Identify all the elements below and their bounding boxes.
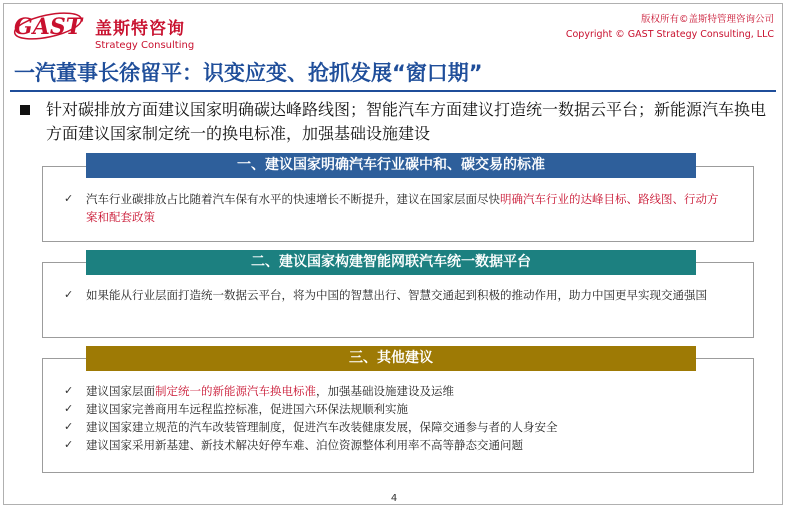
item-text-after: ，加强基础设施建设及运维 [316, 384, 454, 398]
item-highlight: 明确汽车行业的达峰目标、路线图、行动方案和配套政策 [86, 192, 719, 224]
section-2-items [64, 286, 724, 304]
item-text: 建议国家层面 [86, 384, 155, 398]
section-1-items [64, 190, 724, 226]
item-text: 建议国家采用新基建、新技术解决好停车难、泊位资源整体利用率不高等静态交通问题 [86, 438, 523, 452]
section-2-heading: 二、建议国家构建智能网联汽车统一数据平台 [86, 250, 696, 275]
section-1-heading: 一、建议国家明确汽车行业碳中和、碳交易的标准 [86, 153, 696, 178]
item-text: 建议国家完善商用车远程监控标准，促进国六环保法规顺利实施 [86, 402, 408, 416]
list-item [64, 382, 724, 400]
check-icon: ✓ [64, 420, 74, 433]
list-item [64, 190, 724, 226]
summary-text: 针对碳排放方面建议国家明确碳达峰路线图；智能汽车方面建议打造统一数据云平台；新能源汽车换电方面建议国家制定统一的换电标准，加强基础设施建设 [46, 100, 767, 143]
list-item [64, 418, 724, 436]
check-icon: ✓ [64, 384, 74, 397]
item-highlight: 制定统一的新能源汽车换电标准 [155, 384, 316, 398]
item-text: 汽车行业碳排放占比随着汽车保有水平的快速增长不断提升，建议在国家层面尽快 [86, 192, 500, 206]
check-icon: ✓ [64, 438, 74, 451]
page-title: 一汽董事长徐留平：识变应变、抢抓发展“窗口期” [14, 61, 483, 85]
list-item [64, 400, 724, 418]
check-icon: ✓ [64, 402, 74, 415]
check-icon: ✓ [64, 192, 74, 205]
gast-logo-icon [10, 6, 92, 46]
square-bullet-icon [20, 105, 30, 115]
item-text: 建议国家建立规范的汽车改装管理制度，促进汽车改装健康发展，保障交通参与者的人身安全 [86, 420, 558, 434]
summary-paragraph [20, 98, 775, 146]
copyright-cn: 版权所有©盖斯特管理咨询公司 [640, 14, 774, 25]
section-3-heading: 三、其他建议 [86, 346, 696, 371]
check-icon: ✓ [64, 288, 74, 301]
copyright-notice [566, 12, 774, 42]
section-3-items [64, 382, 724, 454]
svg-text:GAST: GAST [14, 14, 83, 40]
logo-english-name: Strategy Consulting [95, 40, 195, 51]
logo-chinese-name: 盖斯特咨询 [95, 19, 185, 39]
list-item [64, 436, 724, 454]
item-text: 如果能从行业层面打造统一数据云平台，将为中国的智慧出行、智慧交通起到积极的推动作用，助力中国更早实现交通强国 [86, 288, 707, 302]
company-logo [10, 6, 210, 51]
copyright-en: Copyright © GAST Strategy Consulting, LLC [565, 29, 774, 40]
page-number: 4 [390, 493, 398, 504]
list-item [64, 286, 724, 304]
title-divider [10, 90, 776, 92]
